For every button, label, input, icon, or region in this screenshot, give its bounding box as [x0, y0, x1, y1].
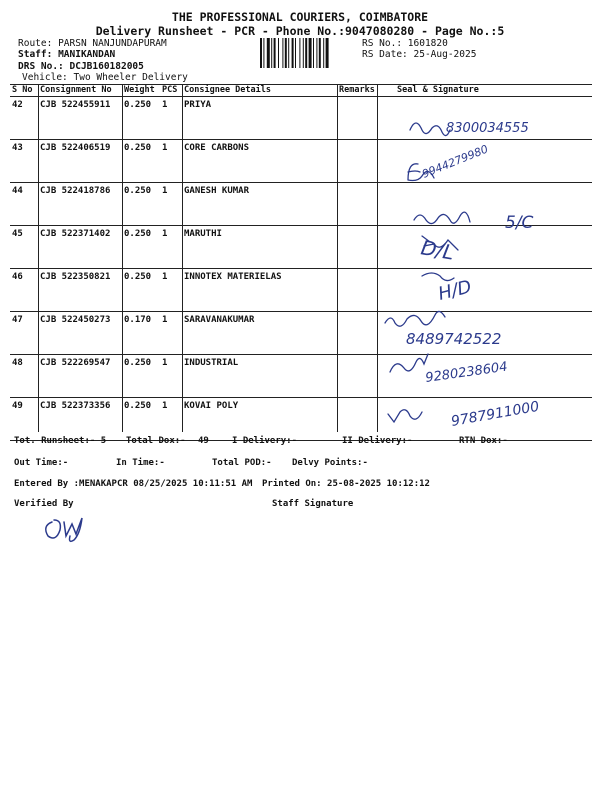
cell-remarks: [337, 398, 377, 441]
verifier-signature: [38, 506, 108, 546]
cell-consignee: INNOTEX MATERIELAS: [182, 269, 337, 312]
signature-mark-45: D/L: [419, 235, 457, 265]
cell-consignee: CORE CARBONS: [182, 140, 337, 183]
rs-no-value: 1601820: [407, 38, 448, 49]
vehicle-value: Two Wheeler Delivery: [73, 72, 188, 83]
barcode-bar: [303, 38, 304, 68]
total-dox-label: Total Dox:-: [126, 436, 186, 446]
cell-sno: 48: [10, 355, 38, 398]
cell-sno: 49: [10, 398, 38, 441]
table-header-row: [10, 85, 592, 97]
cell-pcs: 1: [160, 140, 182, 183]
cell-sno: 43: [10, 140, 38, 183]
signature-scribble: [410, 123, 450, 136]
drs-label: DRS No.:: [18, 61, 64, 72]
col-sno: S No: [10, 85, 38, 97]
signature-scribble: [390, 354, 428, 372]
signature-scribble: [422, 273, 454, 281]
barcode-bar: [292, 38, 294, 68]
cell-pcs: 1: [160, 355, 182, 398]
column-divider: [182, 84, 183, 432]
cell-consignee: MARUTHI: [182, 226, 337, 269]
barcode-bar: [295, 38, 296, 68]
barcode-bar: [263, 38, 264, 68]
signature-phone-43: 9944279980: [420, 142, 491, 181]
barcode-bar: [260, 38, 262, 68]
col-remarks: Remarks: [337, 85, 377, 97]
cell-pcs: 1: [160, 226, 182, 269]
staff-value: MANIKANDAN: [58, 49, 116, 60]
cell-consignment: CJB 522350821: [38, 269, 122, 312]
cell-weight: 0.170: [122, 312, 160, 355]
column-divider: [337, 84, 338, 432]
cell-pcs: 1: [160, 183, 182, 226]
signature-mark-46: H/D: [436, 276, 474, 305]
barcode-bar: [323, 38, 324, 68]
route-line: [18, 38, 167, 49]
cell-consignment: CJB 522269547: [38, 355, 122, 398]
cell-remarks: [337, 355, 377, 398]
cell-weight: 0.250: [122, 97, 160, 140]
signature-phone-48: 9280238604: [424, 359, 509, 386]
staff-line: [18, 49, 115, 60]
cell-pcs: 1: [160, 312, 182, 355]
signature-mark-44: 5/C: [505, 213, 534, 233]
verified-by-label: Verified By: [14, 499, 74, 509]
cell-pcs: 1: [160, 398, 182, 441]
barcode-bar: [271, 38, 272, 68]
cell-weight: 0.250: [122, 269, 160, 312]
cell-weight: 0.250: [122, 140, 160, 183]
cell-consignment: CJB 522450273: [38, 312, 122, 355]
cell-remarks: [337, 97, 377, 140]
cell-pcs: 1: [160, 269, 182, 312]
cell-weight: 0.250: [122, 355, 160, 398]
barcode-bar: [282, 38, 283, 68]
cell-weight: 0.250: [122, 226, 160, 269]
printed-on: Printed On: 25-08-2025 10:12:12: [262, 479, 430, 489]
barcode-bar: [267, 38, 270, 68]
col-pcs: PCS: [160, 85, 182, 97]
out-time: Out Time:-: [14, 458, 69, 468]
rs-date-line: [362, 49, 476, 60]
barcode-bar: [316, 38, 317, 68]
cell-consignee: PRIYA: [182, 97, 337, 140]
cell-remarks: [337, 140, 377, 183]
rs-date-value: 25-Aug-2025: [413, 49, 477, 60]
cell-remarks: [337, 269, 377, 312]
entered-by: Entered By :MENAKAPCR 08/25/2025 10:11:51 AM: [14, 479, 253, 489]
rs-no-line: [362, 38, 448, 49]
delvy-points: Delvy Points:-: [292, 458, 368, 468]
cell-consignee: KOVAI POLY: [182, 398, 337, 441]
cell-consignment: CJB 522455911: [38, 97, 122, 140]
staff-label: Staff:: [18, 49, 53, 60]
rs-date-label: RS Date:: [362, 49, 408, 60]
col-seal-signature: Seal & Signature: [377, 85, 592, 97]
cell-sno: 45: [10, 226, 38, 269]
barcode-bar: [299, 38, 300, 68]
route-value: PARSN NANJUNDAPURAM: [58, 38, 167, 49]
cell-consignment: CJB 522418786: [38, 183, 122, 226]
signature-phone-49: 9787911000: [449, 398, 541, 430]
cell-remarks: [337, 226, 377, 269]
signature-phone-47: 8489742522: [406, 330, 502, 348]
barcode-bar: [309, 38, 312, 68]
staff-signature-label: Staff Signature: [272, 499, 354, 509]
col-consignee: Consignee Details: [182, 85, 337, 97]
barcode-bar: [274, 38, 276, 68]
column-divider: [377, 84, 378, 432]
route-label: Route:: [18, 38, 53, 49]
handwritten-signatures: [380, 108, 595, 438]
cell-consignment: CJB 522373356: [38, 398, 122, 441]
i-delivery: I Delivery:-: [232, 436, 298, 446]
tot-runsheet: Tot. Runsheet:- 5: [14, 436, 107, 446]
barcode: [260, 38, 356, 68]
rtn-dox: RTN Dox:-: [459, 436, 508, 446]
column-divider: [122, 84, 123, 432]
cell-sno: 46: [10, 269, 38, 312]
barcode-bar: [319, 38, 321, 68]
rs-no-label: RS No.:: [362, 38, 403, 49]
column-divider: [38, 84, 39, 432]
total-pod: Total POD:-: [212, 458, 272, 468]
signature-scribble: [414, 212, 470, 223]
barcode-bar: [313, 38, 314, 68]
drs-line: [18, 61, 144, 72]
cell-sno: 44: [10, 183, 38, 226]
cell-consignee: GANESH KUMAR: [182, 183, 337, 226]
ii-delivery: II Delivery:-: [342, 436, 413, 446]
cell-remarks: [337, 183, 377, 226]
company-title: THE PROFESSIONAL COURIERS, COIMBATORE: [171, 10, 429, 24]
cell-weight: 0.250: [122, 398, 160, 441]
total-dox-value: 49: [198, 436, 209, 446]
drs-value: DCJB160182005: [69, 61, 144, 72]
cell-weight: 0.250: [122, 183, 160, 226]
barcode-bar: [305, 38, 307, 68]
col-consignment: Consignment No: [38, 85, 122, 97]
barcode-bar: [288, 38, 289, 68]
cell-consignee: INDUSTRIAL: [182, 355, 337, 398]
vehicle-label: Vehicle:: [22, 72, 68, 83]
cell-consignment: CJB 522371402: [38, 226, 122, 269]
cell-pcs: 1: [160, 97, 182, 140]
signature-phone-42: 8300034555: [446, 121, 529, 136]
cell-remarks: [337, 312, 377, 355]
cell-consignee: SARAVANAKUMAR: [182, 312, 337, 355]
runsheet-subtitle: Delivery Runsheet - PCR - Phone No.:9047080280 - Page No.:5: [95, 24, 505, 38]
barcode-bar: [326, 38, 329, 68]
in-time: In Time:-: [116, 458, 165, 468]
col-weight: Weight: [122, 85, 160, 97]
signature-scribble: [385, 311, 445, 326]
barcode-bar: [278, 38, 279, 68]
cell-sno: 47: [10, 312, 38, 355]
vehicle-line: [22, 72, 188, 83]
barcode-bar: [285, 38, 287, 68]
cell-consignment: CJB 522406519: [38, 140, 122, 183]
cell-sno: 42: [10, 97, 38, 140]
signature-scribble: [388, 410, 422, 422]
